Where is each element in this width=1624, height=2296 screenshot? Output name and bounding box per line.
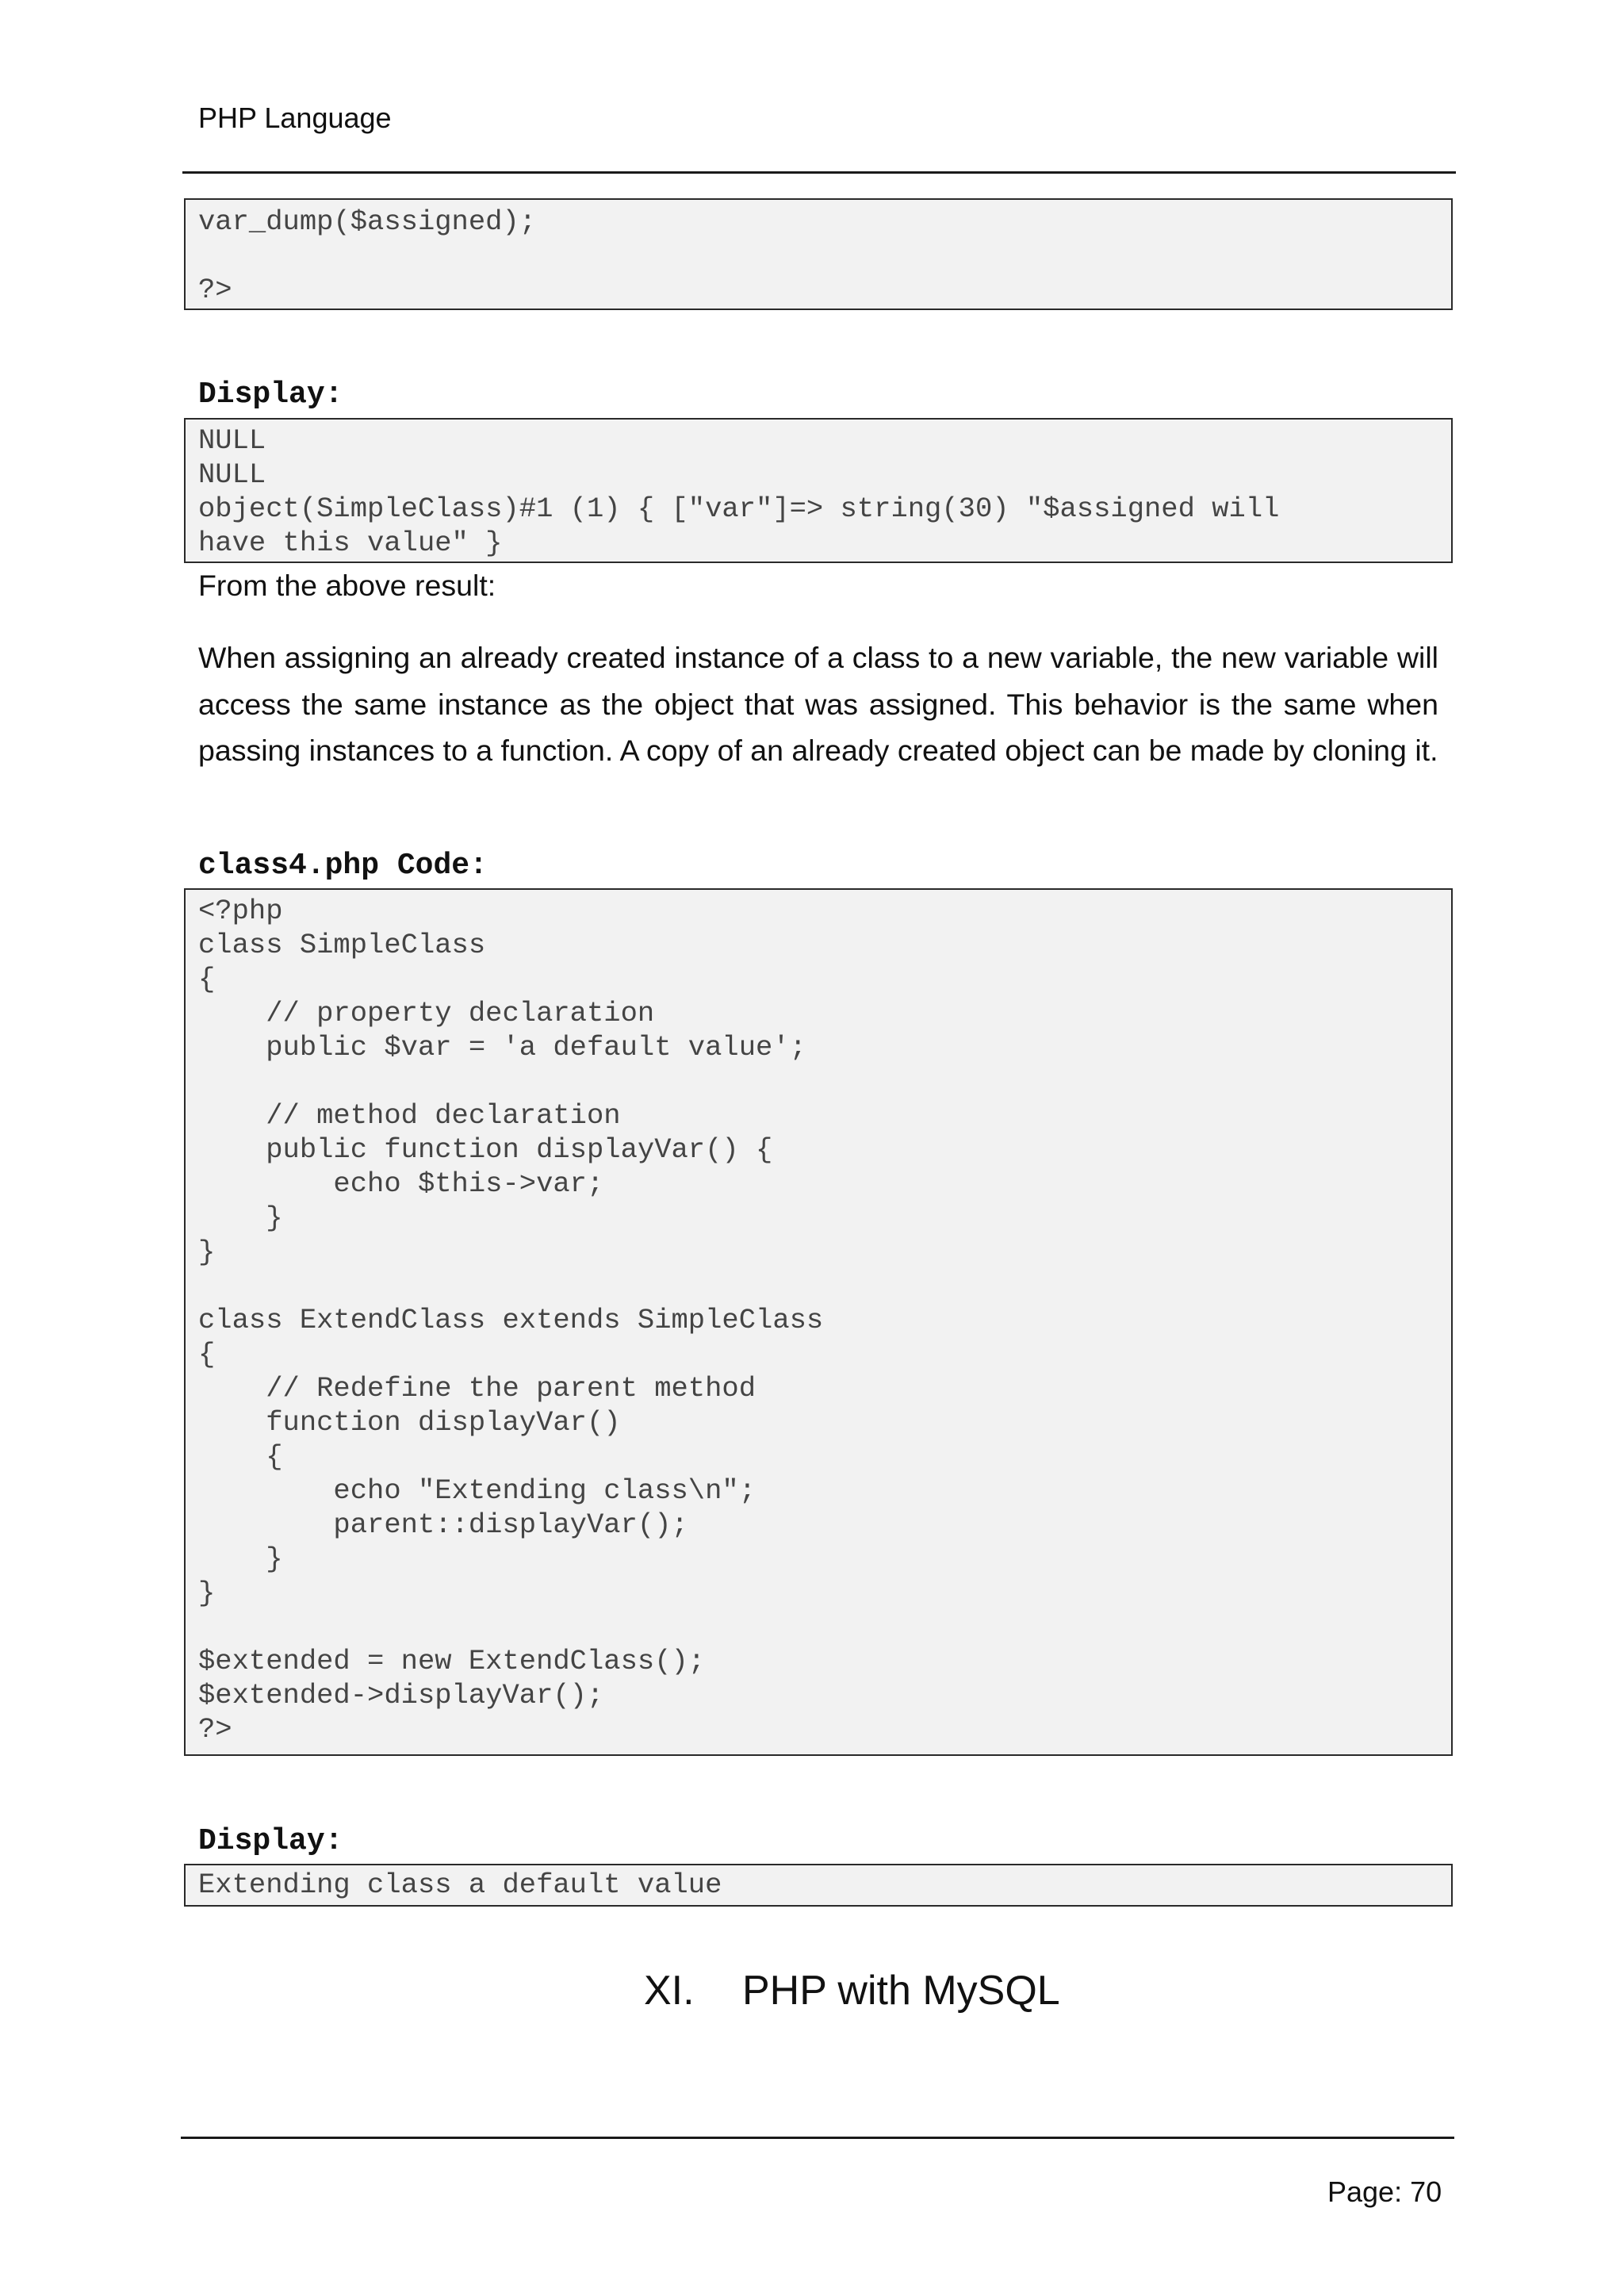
section-number: XI. — [644, 1968, 695, 2014]
section-heading — [644, 1967, 1060, 2014]
code-label-class4: class4.php Code: — [198, 849, 488, 883]
display-output-2: Extending class a default value — [184, 1864, 1453, 1907]
running-header: PHP Language — [198, 102, 392, 134]
page-number: Page: 70 — [1327, 2175, 1442, 2208]
paragraph-explanation: When assigning an already created instance of a class to a new variable, the new variable will access the same instance as the object that was assigned. This behavior is the same when passing instances to a function. A copy of an already created object can be made by cloning it. — [198, 641, 1438, 767]
code-block-continuation: var_dump($assigned); ?> — [184, 198, 1453, 310]
code-block-class4: <?php class SimpleClass { // property declaration public $var = 'a default value'; // method declaration public function displayVar() { echo $this->var; } } class ExtendClass extends SimpleClass { // Redefine the parent method function displayVar() { echo "Extending class\n"; parent::displayVar(); } } $extended = new ExtendClass(); $extended->displayVar(); ?> — [184, 888, 1453, 1756]
display-label-2: Display: — [198, 1824, 343, 1858]
display-output-1: NULL NULL object(SimpleClass)#1 (1) { ["var"]=> string(30) "$assigned will have this value" } — [184, 418, 1453, 563]
footer-rule — [181, 2137, 1454, 2139]
header-rule — [182, 171, 1456, 174]
display-label-1: Display: — [198, 378, 343, 412]
paragraph-intro: From the above result: — [198, 569, 496, 602]
section-title: PHP with MySQL — [742, 1968, 1060, 2014]
